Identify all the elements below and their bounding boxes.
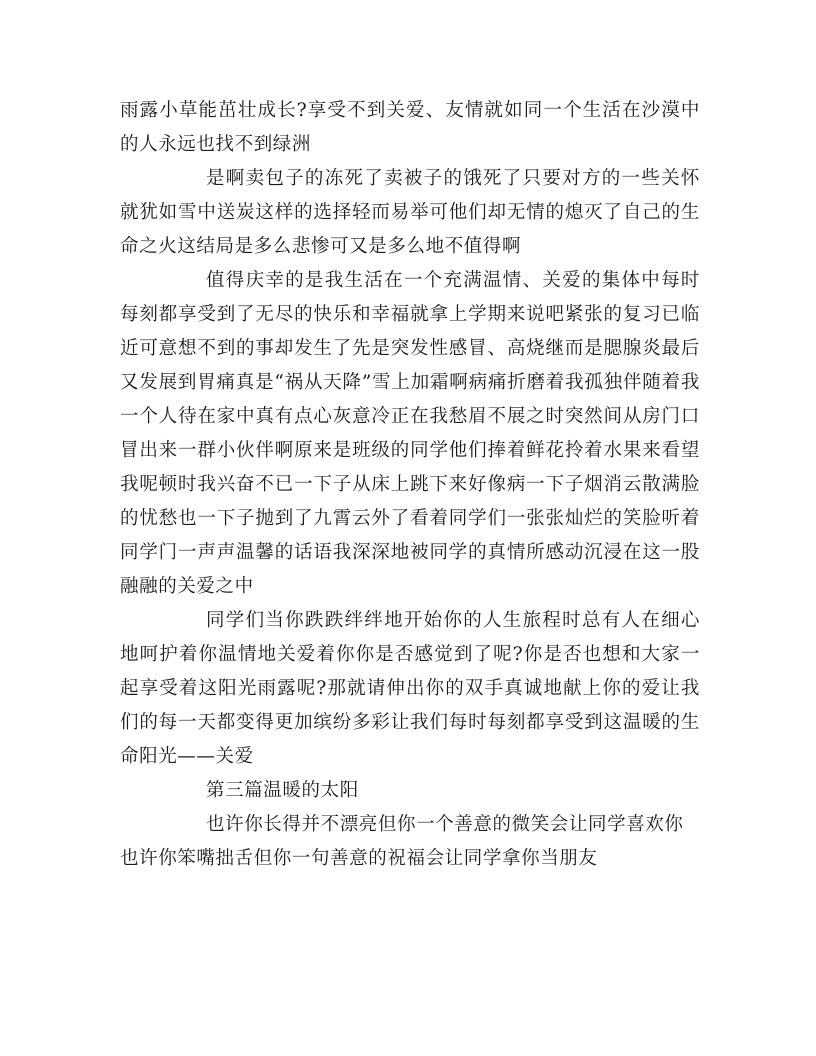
- paragraph-indented: 是啊卖包子的冻死了卖被子的饿死了只要对方的一些关怀就犹如雪中送炭这样的选择轻而易举可他们却无情的熄灭了自己的生命之火这结局是多么悲惨可又是多么地不值得啊: [120, 168, 700, 257]
- paragraph-indented: 同学们当你跌跌绊绊地开始你的人生旅程时总有人在细心地呵护着你温情地关爱着你你是否感觉到了呢?你是否也想和大家一起享受着这阳光雨露呢?那就请伸出你的双手真诚地献上你的爱让我们的每一天都变得更加缤纷多彩让我们每时每刻都享受到这温暖的生命阳光——关爱: [120, 610, 700, 767]
- document-page: [120, 94, 700, 876]
- section-heading: 第三篇温暖的太阳: [206, 780, 359, 801]
- paragraph-continuation: 雨露小草能茁壮成长?享受不到关爱、友情就如同一个生活在沙漠中的人永远也找不到绿洲: [120, 100, 700, 155]
- paragraph-indented: 也许你长得并不漂亮但你一个善意的微笑会让同学喜欢你: [206, 814, 684, 835]
- paragraph-indented: 值得庆幸的是我生活在一个充满温情、关爱的集体中每时每刻都享受到了无尽的快乐和幸福就拿上学期来说吧紧张的复习已临近可意想不到的事却发生了先是突发性感冒、高烧继而是腮腺炎最后又发展到胃痛真是“祸从天降”雪上加霜啊病痛折磨着我孤独伴随着我一个人待在家中真有点心灰意冷正在我愁眉不展之时突然间从房门口冒出来一群小伙伴啊原来是班级的同学他们捧着鲜花拎着水果来看望我呢顿时我兴奋不已一下子从床上跳下来好像病一下子烟消云散满脸的忧愁也一下子抛到了九霄云外了看着同学们一张张灿烂的笑脸听着同学门一声声温馨的话语我深深地被同学的真情所感动沉浸在这一股融融的关爱之中: [120, 270, 700, 597]
- paragraph-line: 也许你笨嘴拙舌但你一句善意的祝福会让同学拿你当朋友: [120, 848, 598, 869]
